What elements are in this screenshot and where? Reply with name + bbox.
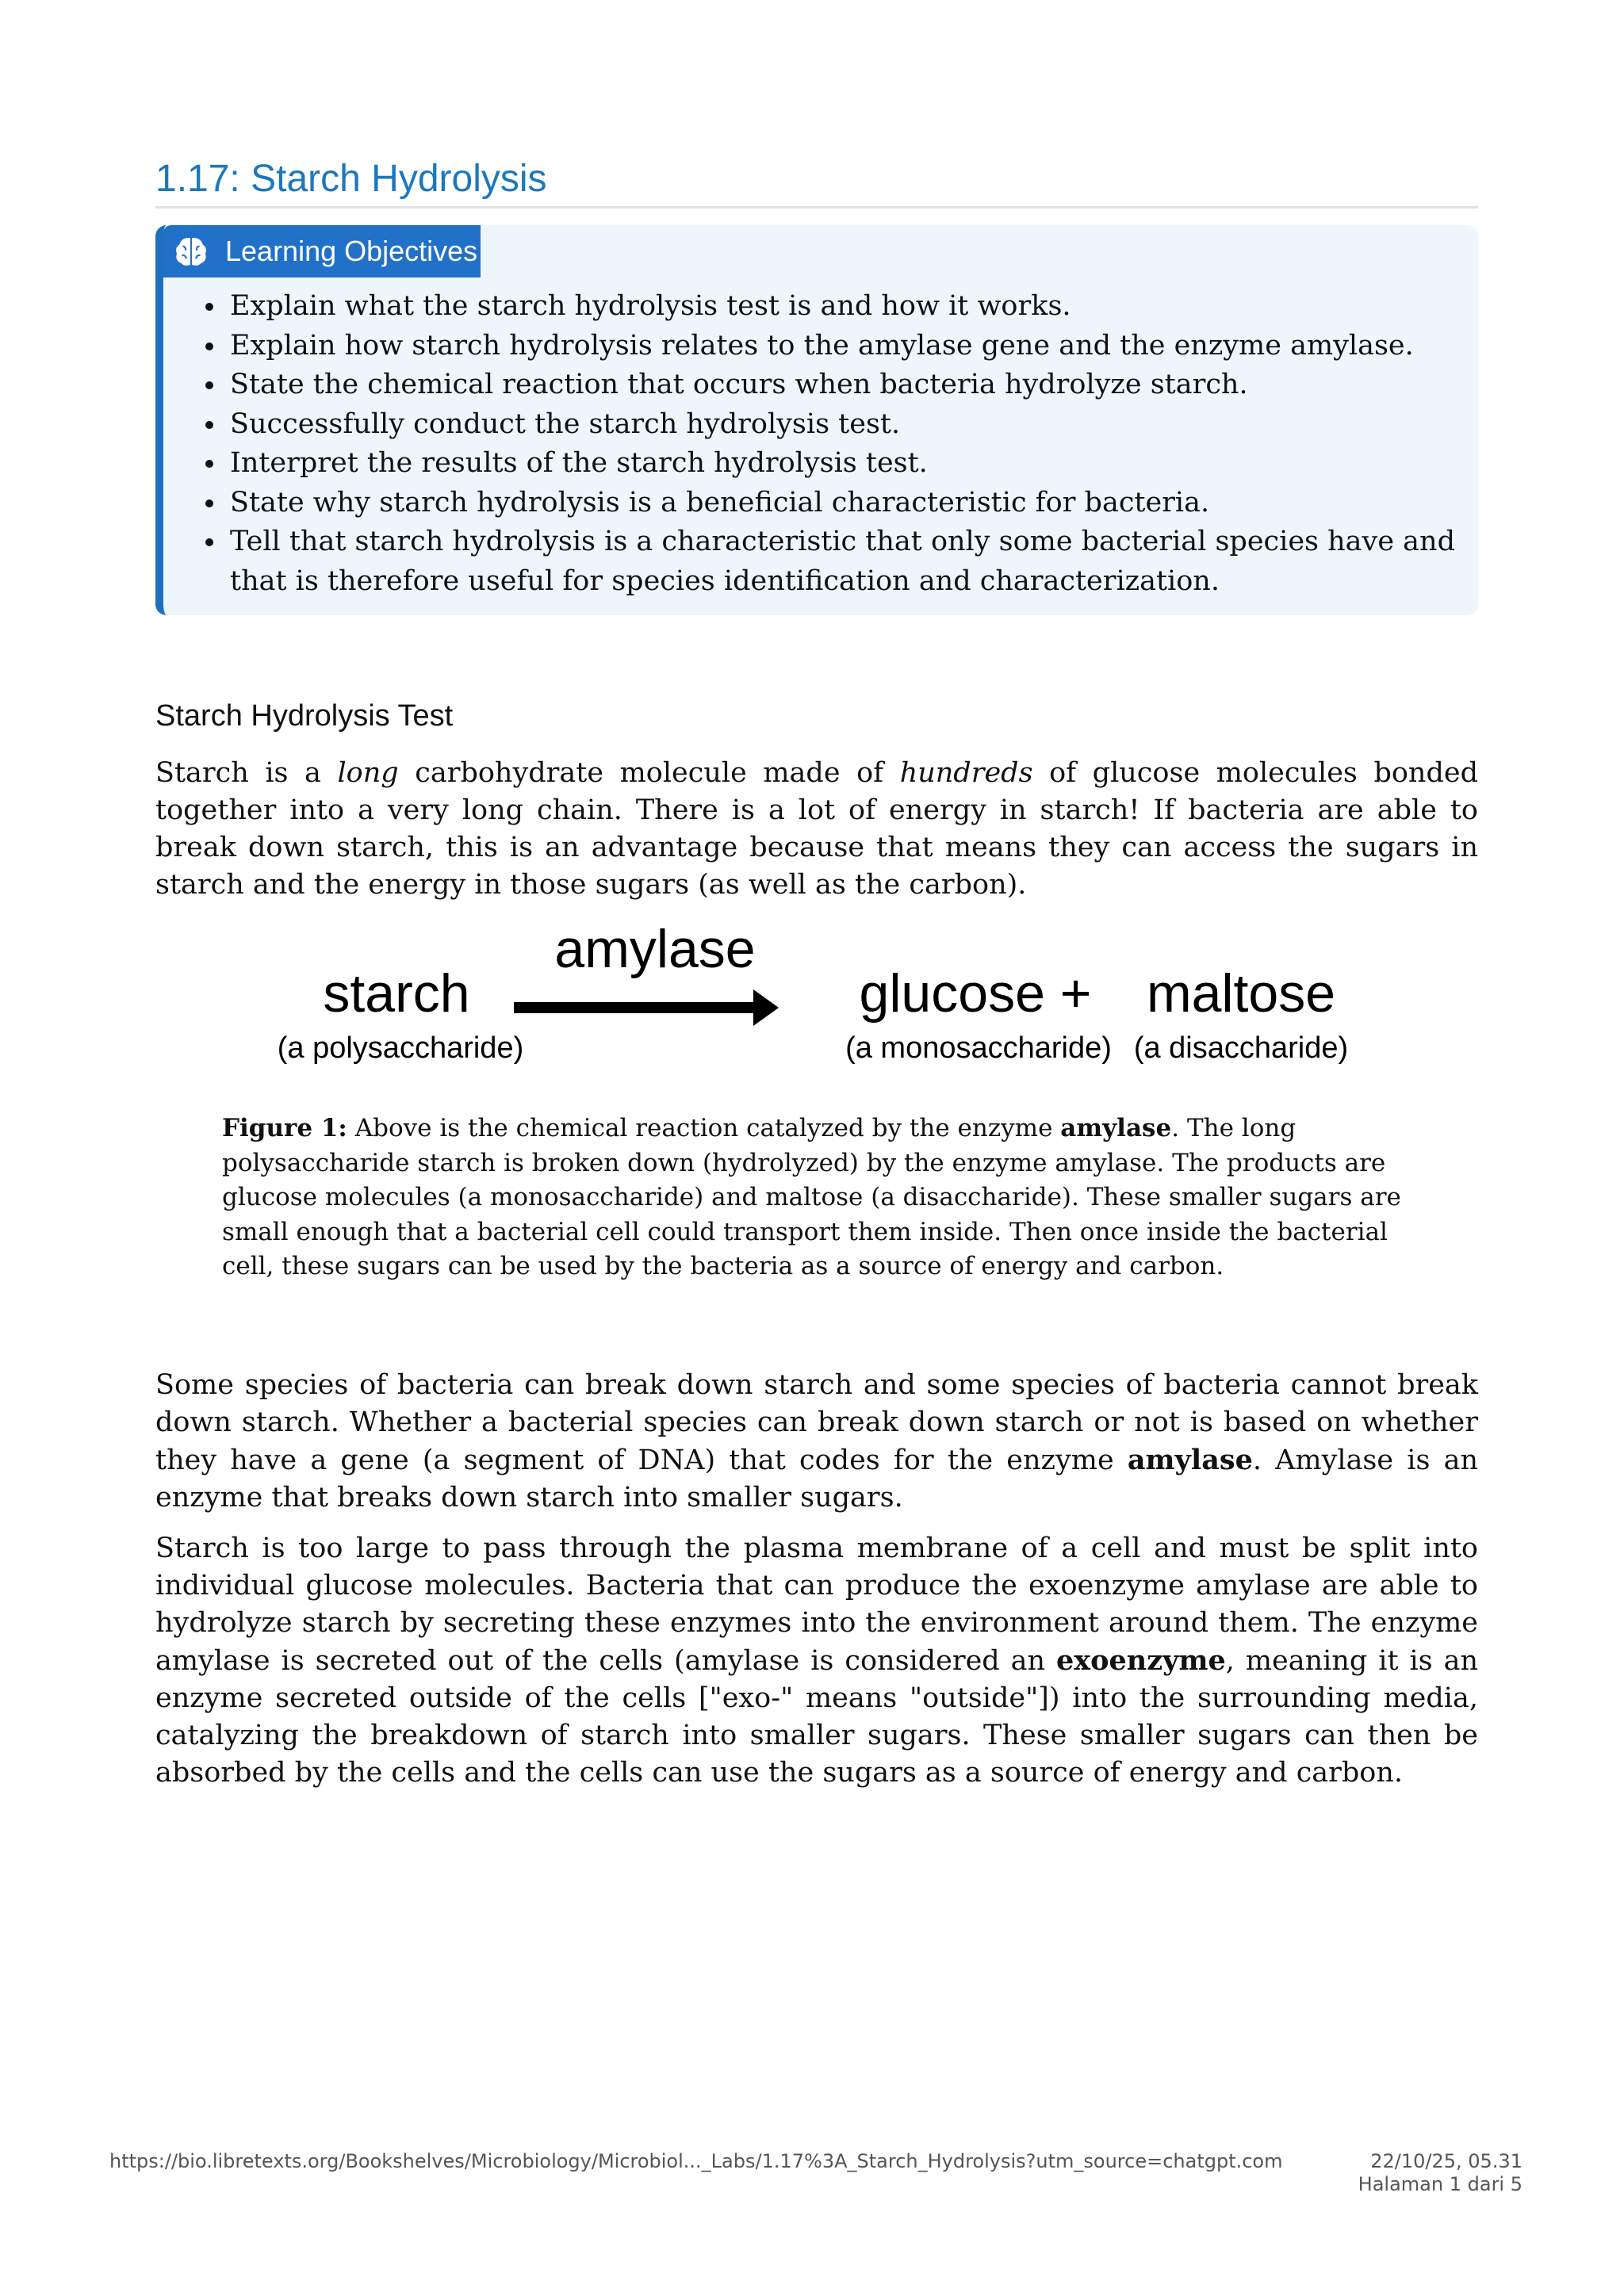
objectives-list xyxy=(195,287,1464,601)
learning-objectives-header xyxy=(163,225,481,277)
enzyme-label: amylase xyxy=(554,928,756,979)
paragraph-exoenzyme: Starch is too large to pass through the plasma membrane of a cell and must be split into individual glucose molecules. Bacteria that can produce the exoenzyme amylase are able to hydrolyze starch by secreting these enzymes into the environment around them. The enzyme amylase is secreted out of the cells (amylase is considered an exoenzyme, meaning it is an enzyme secreted outside of the cells ["exo-" means "outside"]) into the surrounding media, catalyzing the breakdown of starch into smaller sugars. These smaller sugars can then be absorbed by the cells and the cells can use the sugars as a source of energy and carbon. xyxy=(155,1533,1478,1789)
objective-item: • State why starch hydrolysis is a beneficial characteristic for bacteria. xyxy=(227,484,1464,523)
objective-item: • Explain what the starch hydrolysis test is and how it works. xyxy=(227,287,1464,327)
reactant-label: starch xyxy=(323,963,470,1024)
section-heading: Starch Hydrolysis Test xyxy=(155,699,454,733)
product-maltose-label: maltose xyxy=(1146,963,1336,1024)
paragraph-intro: Starch is a long carbohydrate molecule made of hundreds of glucose molecules bonded together into a very long chain. There is a lot of energy in starch! If bacteria are able to break down starch, this is an advantage because that means they can access the sugars in starch and the energy in those sugars (as well as the carbon). xyxy=(155,757,1478,901)
paragraph-amylase-gene: Some species of bacteria can break down starch and some species of bacteria cannot break down starch. Whether a bacterial species can break down starch or not is based on whether they have a gene (a segment of DNA) that codes for the enzyme amylase. Amylase is an enzyme that breaks down starch into smaller sugars. xyxy=(155,1369,1478,1513)
glucose-type-label: (a monosaccharide) xyxy=(845,1031,1112,1065)
learning-objectives-title: Learning Objectives xyxy=(225,235,478,267)
footer-meta xyxy=(1358,2150,1522,2196)
reaction-diagram xyxy=(238,928,1411,1086)
objective-item: • Successfully conduct the starch hydrolysis test. xyxy=(227,405,1464,445)
reactant-type-label: (a polysaccharide) xyxy=(277,1031,524,1065)
reaction-arrow xyxy=(514,989,779,1026)
brain-icon xyxy=(174,235,208,268)
figure-caption: Figure 1: Above is the chemical reaction catalyzed by the enzyme amylase. The long polysaccharide starch is broken down (hydrolyzed) by the enzyme amylase. The products are glucose molecules (a monosaccharide) and maltose (a disaccharide). These smaller sugars are small enough that a bacterial cell could transport them inside. Then once inside the bacterial cell, these sugars can be used by the bacteria as a source of energy and carbon. xyxy=(222,1114,1401,1280)
maltose-type-label: (a disaccharide) xyxy=(1133,1031,1349,1065)
title-divider xyxy=(155,206,1478,209)
product-glucose-label: glucose + xyxy=(859,963,1092,1024)
footer-url: https://bio.libretexts.org/Bookshelves/Microbiology/Microbiol..._Labs/1.17%3A_Starch_Hydrolysis?utm_source=chatgpt.com xyxy=(109,2150,1283,2172)
footer-datetime: 22/10/25, 05.31 xyxy=(1370,2150,1522,2172)
page-title: 1.17: Starch Hydrolysis xyxy=(155,158,547,200)
learning-objectives-box xyxy=(155,225,1478,615)
footer-page-number: Halaman 1 dari 5 xyxy=(1358,2173,1522,2195)
objective-item: • Explain how starch hydrolysis relates to the amylase gene and the enzyme amylase. xyxy=(227,327,1464,366)
objective-item: • State the chemical reaction that occurs when bacteria hydrolyze starch. xyxy=(227,365,1464,405)
objective-item: • Interpret the results of the starch hydrolysis test. xyxy=(227,444,1464,484)
objective-item: • Tell that starch hydrolysis is a characteristic that only some bacterial species have and that is therefore useful for species identification and characterization. xyxy=(227,522,1464,601)
